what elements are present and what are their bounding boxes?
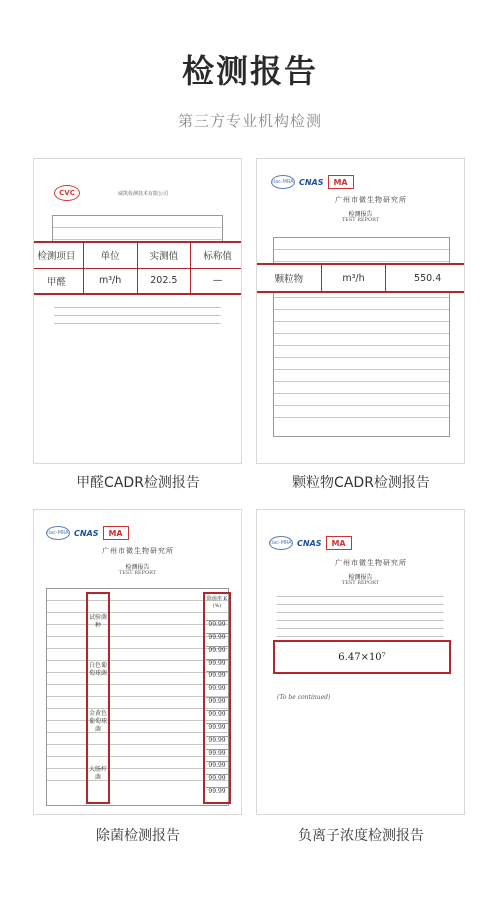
ma-logo: MA xyxy=(326,536,352,550)
caption-particulate: 颗粒物CADR检测报告 xyxy=(292,475,430,491)
report-title-en: TEST REPORT xyxy=(341,217,380,223)
report-text-lines xyxy=(277,596,444,644)
ilac-mra-logo: ilac-MRA xyxy=(269,536,293,550)
report-title: 检测报告 xyxy=(125,564,150,571)
value-nominal: — xyxy=(212,275,223,287)
removal-rate-value: 99.99 xyxy=(206,697,228,710)
highlight-particulate-result xyxy=(256,263,465,293)
value-test-item: 颗粒物 xyxy=(257,265,322,291)
value-test-item: 甲醛 xyxy=(33,269,84,294)
cnas-logo: CNAS xyxy=(74,528,99,538)
negative-ion-value: 6.47×10⁷ xyxy=(338,651,386,663)
report-card-particulate[interactable] xyxy=(256,158,465,464)
report-title: 检测报告 xyxy=(348,574,373,581)
continued-note: (To be continued) xyxy=(277,694,331,701)
report-document xyxy=(265,167,456,455)
report-title-en: TEST REPORT xyxy=(341,580,380,586)
removal-rate-value: 99.99 xyxy=(206,736,228,749)
ilac-mra-logo: ilac-MRA xyxy=(271,175,295,189)
caption-formaldehyde: 甲醛CADR检测报告 xyxy=(76,475,200,491)
removal-rate-value: 99.99 xyxy=(206,787,228,800)
removal-rate-value: 99.99 xyxy=(206,620,228,633)
report-title-en: TEST REPORT xyxy=(118,570,157,576)
ilac-mra-logo: ilac-MRA xyxy=(46,526,70,540)
value-unit: m³/h xyxy=(322,265,387,291)
report-table xyxy=(46,588,229,806)
removal-rate-value: 99.99 xyxy=(206,761,228,774)
ma-logo: MA xyxy=(328,175,354,189)
report-document xyxy=(42,167,233,455)
removal-rate-value: 99.99 xyxy=(206,646,228,659)
removal-rate-value: 99.99 xyxy=(206,749,228,762)
highlight-bacteria-column xyxy=(86,592,110,804)
highlight-formaldehyde-result xyxy=(33,241,242,295)
institute-name: 广州市微生物研究所 xyxy=(335,196,407,204)
removal-rate-value: 99.99 xyxy=(206,684,228,697)
report-card-sterilization[interactable] xyxy=(33,509,242,815)
removal-rate-header: 除菌率 K (%) xyxy=(206,596,228,609)
removal-rate-value: 99.99 xyxy=(206,723,228,736)
header-nominal-value: 标称值 xyxy=(203,251,232,263)
report-card-formaldehyde[interactable] xyxy=(33,158,242,464)
bacteria-label-staph-aureus: 金黄色葡萄球菌 xyxy=(89,710,108,733)
caption-sterilization: 除菌检测报告 xyxy=(96,828,180,844)
bacteria-label-e-coli: 大肠杆菌 xyxy=(89,766,108,781)
removal-rate-value: 99.99 xyxy=(206,633,228,646)
bacteria-label-header: 试验菌种 xyxy=(89,614,108,629)
institute-name: 威凯检测技术有限公司 xyxy=(118,190,169,197)
institute-name: 广州市微生物研究所 xyxy=(102,547,174,555)
highlight-negative-ion-result xyxy=(273,640,451,674)
removal-rate-value: 99.99 xyxy=(206,710,228,723)
cnas-logo: CNAS xyxy=(297,538,322,548)
highlight-removal-rate-column xyxy=(203,592,231,804)
page-subtitle: 第三方专业机构检测 xyxy=(177,112,322,130)
report-card-negative-ion[interactable] xyxy=(256,509,465,815)
removal-rate-value: 99.99 xyxy=(206,671,228,684)
value-measured: 550.4 xyxy=(414,272,442,284)
report-table xyxy=(52,215,223,243)
bacteria-label-staph-albus: 白色葡萄球菌 xyxy=(89,662,108,677)
institute-name: 广州市微生物研究所 xyxy=(335,559,407,567)
value-measured: 202.5 xyxy=(138,269,192,294)
removal-rate-value: 99.99 xyxy=(206,774,228,787)
ma-logo: MA xyxy=(103,526,129,540)
cnas-logo: CNAS xyxy=(299,177,324,187)
header-test-item: 检测项目 xyxy=(33,243,84,268)
removal-rate-value: 99.99 xyxy=(206,659,228,672)
value-unit: m³/h xyxy=(84,269,138,294)
page-title: 检测报告 xyxy=(181,52,318,90)
header-unit: 单位 xyxy=(84,243,138,268)
caption-negative-ion: 负离子浓度检测报告 xyxy=(298,828,424,844)
report-title: 检测报告 xyxy=(348,211,373,218)
report-text-lines xyxy=(54,307,221,331)
cvc-logo: CVC xyxy=(54,185,80,201)
header-measured-value: 实测值 xyxy=(138,243,192,268)
